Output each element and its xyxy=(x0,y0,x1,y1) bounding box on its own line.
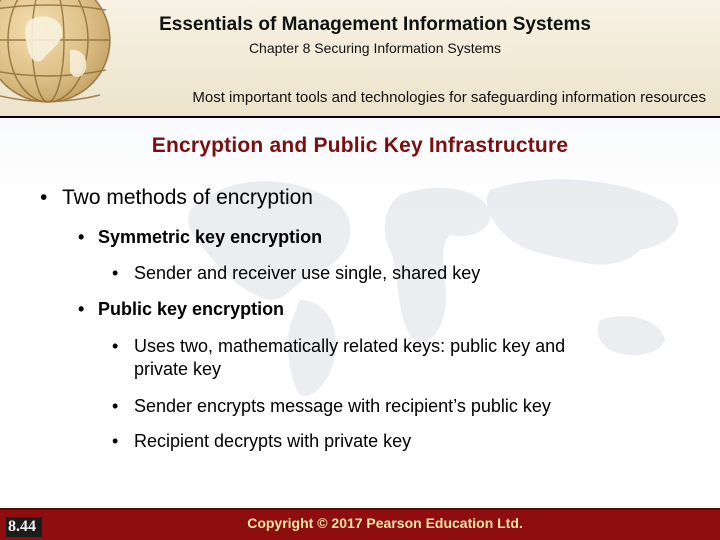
chapter-subtitle: Chapter 8 Securing Information Systems xyxy=(248,40,502,56)
page-number: 8.44 xyxy=(6,517,42,537)
bullet-level1 xyxy=(40,186,313,210)
bullet-text: Two methods of encryption xyxy=(62,186,313,209)
copyright-notice: Copyright © 2017 Pearson Education Ltd. xyxy=(247,515,523,531)
slide-footer xyxy=(0,508,720,540)
bullet-dot: • xyxy=(112,263,119,283)
course-title: Essentials of Management Information Systems xyxy=(159,14,591,35)
bullet-dot: • xyxy=(40,186,48,209)
bullet-level2 xyxy=(78,227,323,248)
slide-title: Encryption and Public Key Infrastructure xyxy=(151,134,569,157)
bullet-text: Symmetric key encryption xyxy=(98,227,323,247)
bullet-text: Uses two, mathematically related keys: public key and private key xyxy=(134,336,566,379)
bullet-level3 xyxy=(112,430,624,453)
bullet-dot: • xyxy=(112,431,119,451)
bullet-text: Public key encryption xyxy=(98,299,285,319)
bullet-text: Recipient decrypts with private key xyxy=(134,431,412,451)
slide-header xyxy=(0,0,720,118)
section-tagline: Most important tools and technologies for safeguarding information resources xyxy=(192,89,706,106)
bullet-level3 xyxy=(112,262,624,285)
bullet-dot: • xyxy=(112,396,119,416)
bullet-level3 xyxy=(112,335,624,381)
bullet-level3 xyxy=(112,395,624,418)
bullet-text: Sender encrypts message with recipient’s public key xyxy=(134,396,551,416)
bullet-dot: • xyxy=(112,336,119,356)
bullet-dot: • xyxy=(78,299,85,319)
bullet-text: Sender and receiver use single, shared key xyxy=(134,263,481,283)
bullet-dot: • xyxy=(78,227,85,247)
bullet-level2 xyxy=(78,299,285,320)
